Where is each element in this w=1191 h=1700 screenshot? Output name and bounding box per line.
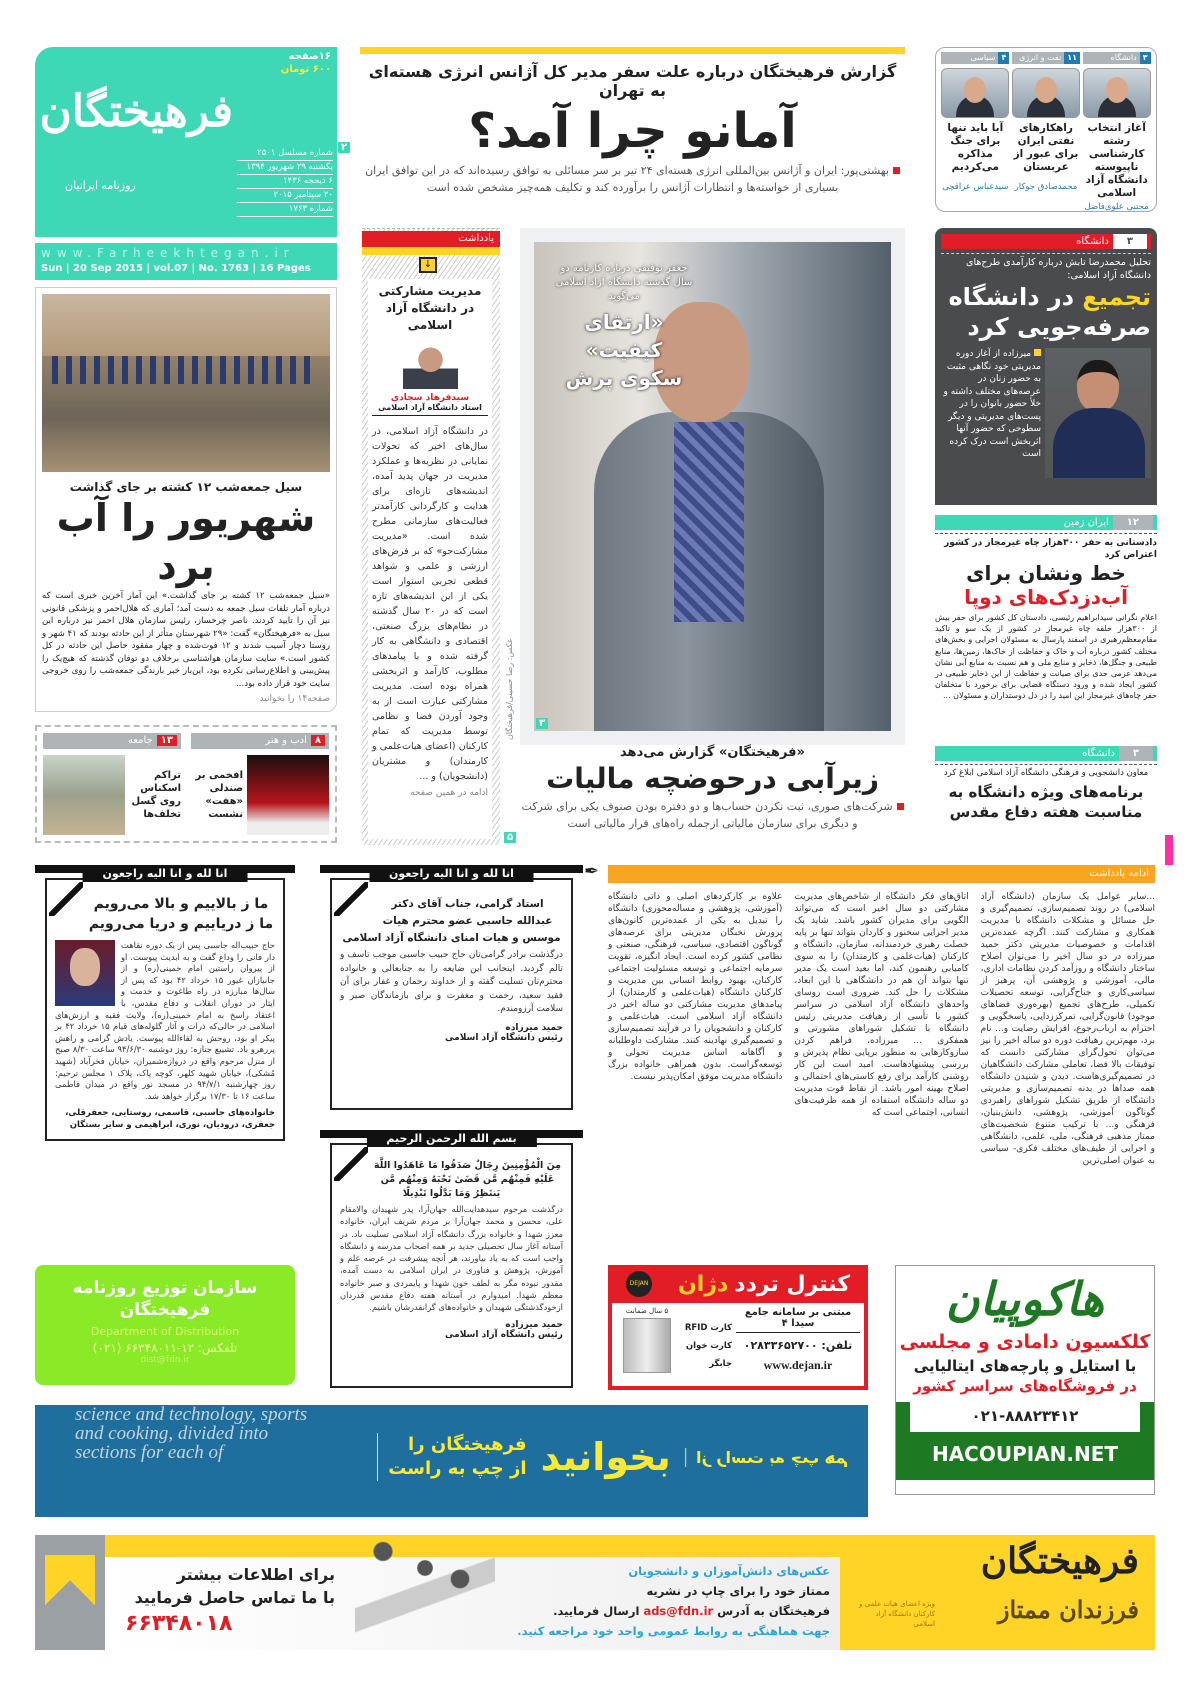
page-number: ۱۲ <box>1113 515 1153 530</box>
page-teasers <box>35 725 337 843</box>
ad-line: از چپ به راست <box>388 1458 527 1479</box>
dejan-ad[interactable] <box>608 1265 868 1390</box>
bullet-icon <box>893 167 900 174</box>
section-label: یادداشت <box>362 231 500 247</box>
notice-body: درگذشت برادر گرامی‌تان حاج حبیب جاسبی موجب تاسف و تالم گردید. اینجانب این ضایعه را به جنابعالی و خانواده محترم‌تان تسلیت گفته و از خداوند رحمان و غفار برای آن فقید سعید، رحمت و مغفرت و برای بازماندگان صبر و سلامت آرزومندم. <box>340 950 563 1014</box>
opinion-body: در دانشگاه آزاد اسلامی، در سال‌های اخیر که تحولات نمایانی در نظریه‌ها و عملکرد مدیریت در جهان پدید آمده، اندیشه‌های تازه‌ای برای هدایت و کارگردانی کارآمدتر فعالیت‌های سازمانی مطرح شده است. «مدیریت مشارکت‌جو» که بر فرض‌های ارزشی و علمی و شواهد قطعی تجربی استوار است یکی از این اندیشه‌های تازه است که در ۲۰ سال گذشته در نظام‌های بزرگ صنعتی، اقتصادی و دانشگاهی به کار گرفته شده و با پیامدهای مطلوب، کارآمد و اثربخشی همراه بوده است. مدیریت مشارکتی عبارت است از به وجود آوردن فضا و نظامی توسط مدیریت که تمام کارکنان (اعضای هیات‌علمی و کارمندان) و مشتریان (دانشجویان) و ... <box>372 426 489 782</box>
portrait-photo <box>1012 68 1080 118</box>
condolence-notice <box>330 1132 573 1388</box>
page-badge: ۲ <box>338 142 350 153</box>
ad-text: ممتاز خود را برای چاپ در نشریه <box>646 1584 830 1598</box>
notice-body: حاج حبیب‌اله جاسبی پس از یک دوره نقاهت دار فانی را وداع گفت و به ابدیت پیوست. او از پیروان راستین امام خمینی(ره) و از جانبازان غیور ۱۵ خرداد ۴۲ بود که پس از سال‌ها مبارزه در راه طاغوت و خدمت و ایثار در دوران انقلاب و دفاع مقدس، با اعتقاد راسخ به امام خمینی(ره)، ولایت فقیه و ارزش‌های اسلامی در حالی‌که ذرات و آثار گلوله‌های قیام ۱۵ خرداد ۴۲ بر پیکر او بود، روحش به لقاءالله پیوست. یادش گرامی و راهش پررهرو باد. تشییع جنازه: روز دوشنبه ۹۴/۶/۳۰ ساعت ۸/۳۰ صبح از منزل مرحوم واقع در دروازه‌شمیران، خیابان فخرآباد (شهید مُشکی)، خیابان شهید کلهر، کوچه پاک، پلاک ۱ مجلس ترحیم: روز چهارشنبه ۹۴/۷/۱ در مسجد نور واقع در میدان فاطمی ساعت ۱۶ تا ۱۷/۳۰ برگزار خواهد شد. <box>55 940 276 1101</box>
ad-phone: تلفن: ۰۲۸۳۳۶۵۲۷۰۰ <box>743 1339 853 1352</box>
teaser-author: محمدصادق جوکار <box>1014 182 1078 192</box>
page-teaser[interactable] <box>43 733 181 835</box>
ad-website[interactable]: www.dejan.ir <box>763 1358 833 1372</box>
ad-title: کنترل تردد <box>734 1271 850 1297</box>
distribution-ad[interactable] <box>35 1265 295 1385</box>
turnstile-image <box>616 1307 678 1382</box>
contact-line: با ما تماس حاصل فرمایید <box>134 1588 335 1607</box>
info-bar <box>35 243 337 280</box>
children-silhouette <box>355 1535 495 1645</box>
program-story[interactable] <box>935 746 1157 822</box>
story-lead <box>360 162 905 196</box>
ad-line: کلکسیون دامادی و مجلسی <box>899 1331 1151 1353</box>
serial-number: شماره مسلسل ۲۵۰۱ <box>237 147 333 161</box>
ad-email[interactable]: dist@fdn.ir <box>140 1355 190 1365</box>
logo-subtitle: روزنامه ایرانیان <box>65 179 136 192</box>
ad-text: ارسال فرمایید. <box>553 1604 640 1618</box>
ad-phone: تلفکس: ۱۲-۶۶۳۴۸۰۱۱ (۰۲۱) <box>92 1341 238 1355</box>
teaser-section <box>941 52 1009 64</box>
ad-english-title: Department of Distribution <box>90 1325 240 1338</box>
accent-bar <box>362 247 500 255</box>
edition-line: Sun | 20 Sep 2015 | vol.07 | No. 1763 | 16 Pages <box>41 263 311 274</box>
text-column: اتاق‌های فکر دانشگاه از شاخص‌های مدیریت مشارکتی دو سال اخیر است که می‌تواند الگویی برای مدیران کشور باشد. شاید یک مدیر اجرایی سخنور و کاردان بتواند تنها بر پایه خصلت رهبری خردمندانه، سازمان، دانشگاه و کارکنان (هیات‌علمی و کارمندان) را به سوی کامیابی رهنمون کند، اما بعید است یک مدیر تنها بتواند آن هم در دانشگاهی با این ابعاد، مشکلات را حل کند. ضروری است روسای واحدهای دانشگاه آزاد اسلامی در سراسر کشور با تأسی از رهیافت مدیریتی رئیس دانشگاه با تشکیل شوراهای مشورتی و همفکری ... میرزاده، فراهم کردن سازوکارهایی به منظور برپایی نظام پذیرش و بررسی پیشنهادهاست. امید است این کار روشنی کارآمد برای رفع کاستی‌های احتمالی و اصلاح بهینه امور باشد. از نقاط قوت مدیریت دو ساله دانشگاه استفاده از همه ظرفیت‌های انسانی، اجتماعی است که <box>794 892 969 1118</box>
teaser-section <box>1083 52 1151 64</box>
signer-name: حمید میرزاده <box>505 1319 563 1330</box>
story-kicker: گزارش فرهیختگان درباره علت سفر مدیر کل آژانس انرژی هسته‌ای به تهران <box>368 62 897 100</box>
warranty-text: ۵ سال ضمانت <box>625 1307 669 1315</box>
headline-accent: تجمیع <box>1082 283 1151 311</box>
continued-opinion <box>584 861 1155 1255</box>
newspaper-logo[interactable] <box>35 47 337 237</box>
teaser-title: آغاز انتخاب رشته کارشناسی ناپیوسته دانشگاه آزاد اسلامی <box>1085 122 1148 199</box>
page-number: ۸ <box>311 735 325 746</box>
website-url[interactable]: www.Farheekhtegan.ir <box>41 246 295 260</box>
teaser-section <box>191 733 329 749</box>
headline-line-1: خط ونشان برای <box>966 561 1126 585</box>
mourning-ribbon-icon <box>334 1147 368 1181</box>
date-lunar: ۶ ذیحجه ۱۴۳۶ <box>237 175 333 189</box>
feature: کارت خوان <box>685 1341 732 1351</box>
opinion-title: مدیریت مشارکتی در دانشگاه آزاد اسلامی <box>378 284 482 332</box>
page-number: ۳ <box>1119 746 1153 761</box>
notice-header: بسم الله الرحمن الرحیم <box>366 1130 536 1147</box>
water-story[interactable] <box>935 515 1157 702</box>
opinion-content[interactable] <box>368 279 492 839</box>
issue-number: شماره ۱۷۶۳ <box>237 203 333 217</box>
tax-story[interactable] <box>520 745 905 832</box>
top-story[interactable] <box>341 47 905 212</box>
story-headline[interactable]: شهریور را آب برد <box>56 496 316 588</box>
price: ۶۰۰ تومان <box>280 64 331 75</box>
section-label <box>935 515 1157 530</box>
story-headline[interactable]: آمانو چرا آمد؟ <box>468 103 797 159</box>
accent-bar <box>360 47 905 54</box>
signer-role: رئیس دانشگاه آزاد اسلامی <box>445 1032 563 1043</box>
story-kicker: سیل جمعه‌شب ۱۲ کشته بر جای گذاشت <box>69 480 303 494</box>
text-column: ...سایر عوامل یک سازمان (دانشگاه آزاد اسلامی) در روند تصمیم‌سازی، تصمیم‌گیری و حل مسائل و مشکلات دانشگاه با مدیریت همکاری و مشارکت کنند. اگرچه عمده‌ترین اقدامات و خصوصیات مدیریتی دکتر حمید میرزاده در دو سال اخیر را می‌توان اصلاح ساختار دانشگاه و روزآمد کردن نظامات اداری، مالی، آموزشی و پژوهشی آن، پرهیز از سیاسی‌کاری و جناح‌گرایی، توسعه تحصیلات تکمیلی، طرح‌های تجمیع (بهره‌وری فضاهای موجود) قانون‌گرایی، تمرکززدایی، پاسخگویی و احترام به ارباب‌رجوع، افزایش رضایت و... نام برد، مهم‌ترین رهیافت دوره دو ساله اخیر را نیز می‌توان تحول‌گرای مشارکتی دانست که توفیقات بالا فضا، تعاملی مشارکت دانشگاهیان در تصمیم‌گیری‌هاست. دیدن و شنیدن دانشگاه همه صداها در بدنه تصمیم‌سازی و مدیریتی دانشگاه از طریق تشکیل شوراهای راهبردی گوناگون آموزشی، پژوهشی، دانش‌بنیان، فرهنگی و... با ترکیب متنوع شخصیت‌های ممتاز مذهبی فرهنگی، ملی، علمی، دانشگاهی و اجرایی از طیف‌های مختلف فکری- سیاسی به عنوان اصلی‌ترین <box>980 892 1155 1166</box>
opinion-column <box>362 228 500 845</box>
signer-name: حمید میرزاده <box>505 1022 563 1033</box>
author-name: سیدفرهاد سجادی <box>390 393 470 403</box>
masthead <box>35 47 337 280</box>
ad-note: ویژه اعضای هیات علمی و کارکنان دانشگاه آزاد اسلامی <box>859 1600 935 1628</box>
teaser-item[interactable] <box>1083 52 1151 212</box>
teaser-title: آیا باید تنها برای جنگ مذاکره می‌کردیم <box>947 122 1004 173</box>
condolence-notice <box>330 867 573 1110</box>
flood-story[interactable] <box>35 287 337 712</box>
ad-brand: فرهیختگان <box>980 1540 1139 1582</box>
ad-text: عکس‌های دانش‌آموزان و دانشجویان <box>628 1564 830 1578</box>
portrait-photo <box>1083 68 1151 118</box>
feature-photo <box>534 242 891 731</box>
section-name: جامعه <box>128 735 153 746</box>
notice-header: انا لله و انا الیه راجعون <box>369 865 534 882</box>
ad-line: در فروشگاه‌های سراسر کشور <box>913 1377 1137 1395</box>
quran-verse: مِنَ الْمُؤْمِنِينَ رِجَالٌ صَدَقُوا مَا عَاهَدُوا اللَّهَ عَلَيْهِ فَمِنْهُم مَّن قَضَىٰ نَحْبَهُ وَمِنْهُم مَّن يَنتَظِرُ وَمَا بَدَّلُوا تَبْدِيلًا <box>373 1160 562 1199</box>
caption-kicker: جعفر توفیقی درباره کارنامه دو سال گذشته دانشگاه آزاد اسلامی می‌گوید <box>555 263 693 302</box>
outstanding-children-ad[interactable] <box>35 1535 1155 1650</box>
story-kicker: دادستانی به حفر ۳۰۰هزار چاه غیرمجاز در کشور اعتراض کرد <box>935 533 1157 561</box>
issue-dates <box>237 147 333 217</box>
teaser-author: مجتبی علوی‌فاضل <box>1084 202 1149 212</box>
feature: کارت RFID <box>684 1323 732 1333</box>
feature: جابگر <box>709 1359 732 1369</box>
buildings-photo <box>43 755 125 835</box>
download-icon: ↓ <box>419 257 437 273</box>
teaser-item[interactable] <box>941 52 1009 207</box>
contact-line: برای اطلاعات بیشتر <box>176 1565 335 1584</box>
page-number: ۴ <box>998 52 1009 64</box>
body-text: میرزاده از آغاز دوره مدیریتی خود نگاهی مثبت به حضور زنان در عرصه‌های مختلف داشته و خلأ حضور بانوان را در پست‌های مدیریتی و دیگر سطوحی که حضور آنها اثربخش است درک کرده است <box>943 349 1041 459</box>
teaser-title: تراکم اسکناس روی گسل تخلف‌ها <box>131 770 181 820</box>
date-gregorian: ۲۰ سپتامبر ۲۰۱۵ <box>237 189 333 203</box>
photo-caption <box>554 262 694 392</box>
ad-line: با استایل و پارچه‌های ایتالیایی <box>913 1357 1137 1375</box>
ad-website[interactable]: HACOUPIAN.NET <box>931 1442 1119 1466</box>
ad-subtitle: مبتنی بر سامانه جامع سیدا ۴ <box>736 1307 860 1333</box>
section-name: ایران زمین <box>1063 517 1109 528</box>
section-name: نفت و انرژی <box>1019 53 1062 62</box>
portrait-photo <box>941 68 1009 118</box>
ad-brand: دژان <box>678 1271 729 1297</box>
teaser-author: سیدعباس عراقچی <box>942 182 1009 192</box>
ad-title: سازمان توزیع روزنامه فرهیختگان <box>72 1278 258 1320</box>
date-solar: یکشنبه ۲۹ شهریور ۱۳۹۴ <box>237 161 333 175</box>
continue-link[interactable]: ادامه در همین صفحه <box>410 788 488 798</box>
story-headline <box>941 282 1151 342</box>
photo-credit: عکس: رضا حسینی/فرهیختگان <box>505 638 514 740</box>
ad-email[interactable]: ads@fdn.ir <box>643 1604 714 1618</box>
teaser-title: افخمی بر صندلی «هفت» نشست <box>195 770 243 820</box>
mirrored-line: از راست به چپ هم <box>685 1448 848 1467</box>
continue-link[interactable]: صفحه۱۴ را بخوانید <box>259 694 330 704</box>
notice-signature: خانواده‌های جاسبی، قاسمی، روستایی، جعفرقلی، جعفری، درودیان، نوری، ابراهیمی و سایر بستگان <box>65 1108 275 1131</box>
lead-text: بهشتی‌پور: ایران و آژانس بین‌المللی انرژی هسته‌ای ۲۴ تیر بر سر مسائلی به توافق رسیده‌اند که در این توافق ایران بسیاری از خواسته‌ها و انتظارات آژانس را برآورده کند و تکلیف همه‌چیز مشخص شده است <box>365 164 889 194</box>
signer-role: رئیس دانشگاه آزاد اسلامی <box>445 1329 563 1340</box>
author-role: استاد دانشگاه آزاد اسلامی <box>372 403 488 416</box>
ad-title: بخوانید <box>540 1435 671 1479</box>
dejan-logo: DEJAN <box>626 1271 652 1297</box>
author-photo <box>403 344 458 389</box>
page-number: ۱۱ <box>1064 52 1080 64</box>
flood-photo <box>42 294 330 472</box>
logo-wordmark: فرهیختگان <box>39 86 233 137</box>
story-headline: برنامه‌های ویژه دانشگاه به مناسبت هفته دفاع مقدس <box>948 783 1144 821</box>
page-badge: ۳ <box>536 718 548 729</box>
section-label <box>941 234 1151 249</box>
section-name: سیاسی <box>970 53 996 62</box>
notice-verse: ما ز بالاییم و بالا می‌رویم ما ز دریاییم و دریا می‌رویم <box>88 896 274 932</box>
notice-title: استاد گرامی، جناب آقای دکتر عبدالله جاسبی عضو محترم هیات موسس و هیات امنای دانشگاه آزاد اسلامی <box>342 898 561 944</box>
section-label <box>584 861 1155 883</box>
page-badge: ۵ <box>504 832 516 843</box>
deceased-photo <box>55 940 115 1006</box>
teasers-strip <box>935 47 1157 212</box>
notice-body: درگذشت مرحوم سیدهدایت‌الله جهان‌آرا، پدر شهیدان والامقام علی، محسن و محمد جهان‌آرا بر مردم شریف ایران، خانواده معزز شهدا و خانواده بزرگ دانشگاه آزاد اسلامی تسلیت باد. در آستانه آغاز سال تحصیلی جدید بر همه اصحاب مدرسه و دانشگاه واجب است که به یاد بیاورند، هر آنچه پیشرفت در عرصه علم و آموزش، پژوهش و فناوری در ایران اسلامی به دست آمده، مقدور نبوده مگر به لطف خون شهدا و پایمردی و صبر خانواده معظم شهدا. امیدوارم در آستانه هفته دفاع مقدس قدردان ازخودگذشتگی شهیدان و خانواده‌های گرانقدرشان باشیم. <box>340 1204 563 1313</box>
section-name: دانشگاه <box>1076 236 1109 247</box>
headline-rest: در دانشگاه صرفه‌جویی کرد <box>948 283 1151 341</box>
page-teaser[interactable] <box>191 733 329 835</box>
story-kicker: «فرهیختگان» گزارش می‌دهد <box>620 745 805 760</box>
pen-icon: ✒ <box>584 861 600 882</box>
section-name: دانشگاه <box>1082 748 1115 759</box>
story-body <box>941 348 1041 478</box>
lead-text: شرکت‌های صوری، ثبت نکردن حساب‌ها و دو دفتره بودن صنوف یکی برای شرکت و دیگری برای سازمان مالیاتی ازجمله راه‌های فرار مالیاتی است <box>521 800 893 830</box>
ad-phone: ۶۶۳۴۸۰۱۸ <box>125 1611 233 1636</box>
ad-text: جهت هماهنگی به روابط عمومی واحد خود مراجعه کنید. <box>517 1624 830 1638</box>
mourning-ribbon-icon <box>49 882 83 916</box>
ad-brand: هاکوپیان <box>945 1272 1105 1326</box>
bullet-icon <box>897 803 904 810</box>
teaser-section <box>1012 52 1080 64</box>
story-kicker: معاون دانشجویی و فرهنگی دانشگاه آزاد اسلامی ابلاغ کرد <box>935 764 1157 779</box>
story-body: اعلام نگرانی سیدابراهیم رئیسی، دادستان کل کشور برای حفر بیش از ۳۰۰هزار حلقه چاه غیرمجاز در کشور از یک سو و تاکید مقام‌معظم‌رهبری در اسفند پارسال به مسئولان اجرایی و بخش‌های مختلف کشور درباره آب و خاک و حفاظت از خاک‌ها، زمین‌ها، منابع طبیعی و جنگل‌ها، ذخایر و منابع ملی و هم نسبت به منابع آبی نشان می‌دهد عزمی جدی برای صیانت و حفاظت از این ذخایر طبیعی در کشور ایجاد شده و ورود دستگاه قضایی برای برخورد با متخلفان حفر چاه‌های غیرمجاز این امید را در دل دوستداران و مسئولان ... <box>935 613 1157 701</box>
caption-title: «ارتقای کیفیت» سکوی پرش <box>565 310 683 390</box>
teaser-section <box>43 733 181 749</box>
teaser-item[interactable] <box>1012 52 1080 207</box>
story-lead <box>520 798 905 832</box>
mourning-ribbon-icon <box>334 882 368 916</box>
background-text: science and technology, sports and cooking, divided into sections for each of <box>75 1405 308 1463</box>
ad-text: فرهیختگان به آدرس <box>717 1604 830 1618</box>
university-story[interactable] <box>935 228 1157 505</box>
page-marker <box>1165 835 1173 865</box>
portrait-photo <box>1045 348 1151 478</box>
ad-phone: ۰۲۱-۸۸۸۲۳۴۱۲ <box>910 1402 1140 1432</box>
section-name: ادب و هنر <box>265 735 307 746</box>
notice-header: انا لله و انا الیه راجعون <box>83 865 248 882</box>
teaser-title: راهکارهای نفتی ایران برای عبور از عربستان <box>1013 122 1079 173</box>
page-number: ۳ <box>1113 234 1147 249</box>
stage-photo <box>247 755 329 835</box>
text-column: علاوه بر کارکردهای اصلی و ذاتی دانشگاه (آموزشی، پژوهشی و مساله‌محوری) دانشگاه را تبدیل به یکی از عمده‌ترین کانون‌های پرورش نخبگان مدیریتی برای عرصه‌های گوناگون اقتصادی، سیاسی، فرهنگی، صنعتی و نظامی کشور کرده است. ایجاد انگیزه، تقویت سرمایه اجتماعی و توسعه مسئولیت اجتماعی کارکنان، بهبود روابط انسانی بین مدیریت و کارکنان دانشگاه (هیات‌علمی و کارمندان) از پیامدهای مدیریت مشارکتی دو ساله اخیر در دانشگاه آزاد اسلامی است. هیات‌علمی و کارکنان و دانشجویان را در فرآیند تصمیم‌سازی و تصمیم‌گیری نهادینه کنند. مشارکت داوطلبانه و آگاهانه اساس مدیریت تحولی و توسعه‌گراست. بدون همراهی خانواده بزرگ دانشگاه مدیریت موفق امکان‌پذیر نیست. <box>608 892 783 1082</box>
page-count: ۱۶صفحه <box>288 51 331 62</box>
story-kicker: تحلیل محمدرضا تابش درباره کارآمدی طرح‌های دانشگاه آزاد اسلامی: <box>941 253 1151 282</box>
page-number: ۳ <box>1140 52 1151 64</box>
page-number: ۱۳ <box>157 735 177 746</box>
ad-line: فرهیختگان را <box>408 1434 527 1455</box>
section-name: دانشگاه <box>1110 53 1137 62</box>
story-headline[interactable]: زیرآبی درحوضچه مالیات <box>546 762 879 795</box>
feature-photo-story[interactable] <box>520 228 905 745</box>
read-direction-ad[interactable] <box>35 1405 868 1517</box>
university-logo <box>35 1535 105 1650</box>
story-body: «سیل جمعه‌شب ۱۲ کشته بر جای گذاشت.» این آمار آخرین خبری است که درباره آمار تلفات سیل جمعه به دست آمد؛ آماری که هلال‌احمر و پزشکی قانونی نیز آن را تایید کردند. ناصر چرخساز، رئیس سازمان هلال احمر نیز درباره این سیل به «فرهیختگان» گفت: «۲۹ شهرستان متأثر از این حادثه بودند که ۴۱ شهر و روستا دچار آسیب شدند و ۱۲ فوت‌شده و چهار مفقود حاصل این حادثه در کل کشور است.» سایت سازمان هواشناسی برخلاف دو توفان گذشته که هیچ‌یک را پیش‌بینی و اطلاع‌رسانی نکرده بود، این‌بار خبر بارندگی جمعه‌شب را روی خروجی سایت خود قرار داده بود... <box>42 591 330 689</box>
condolence-notice <box>45 867 285 1141</box>
section-label <box>935 746 1157 761</box>
headline-line-2: آب‌دزدک‌های دوپا <box>964 585 1128 609</box>
hacoupian-ad[interactable] <box>895 1265 1155 1495</box>
label-text: ادامه یادداشت <box>1089 868 1149 879</box>
ad-title: فرزندان ممتاز <box>997 1595 1139 1624</box>
